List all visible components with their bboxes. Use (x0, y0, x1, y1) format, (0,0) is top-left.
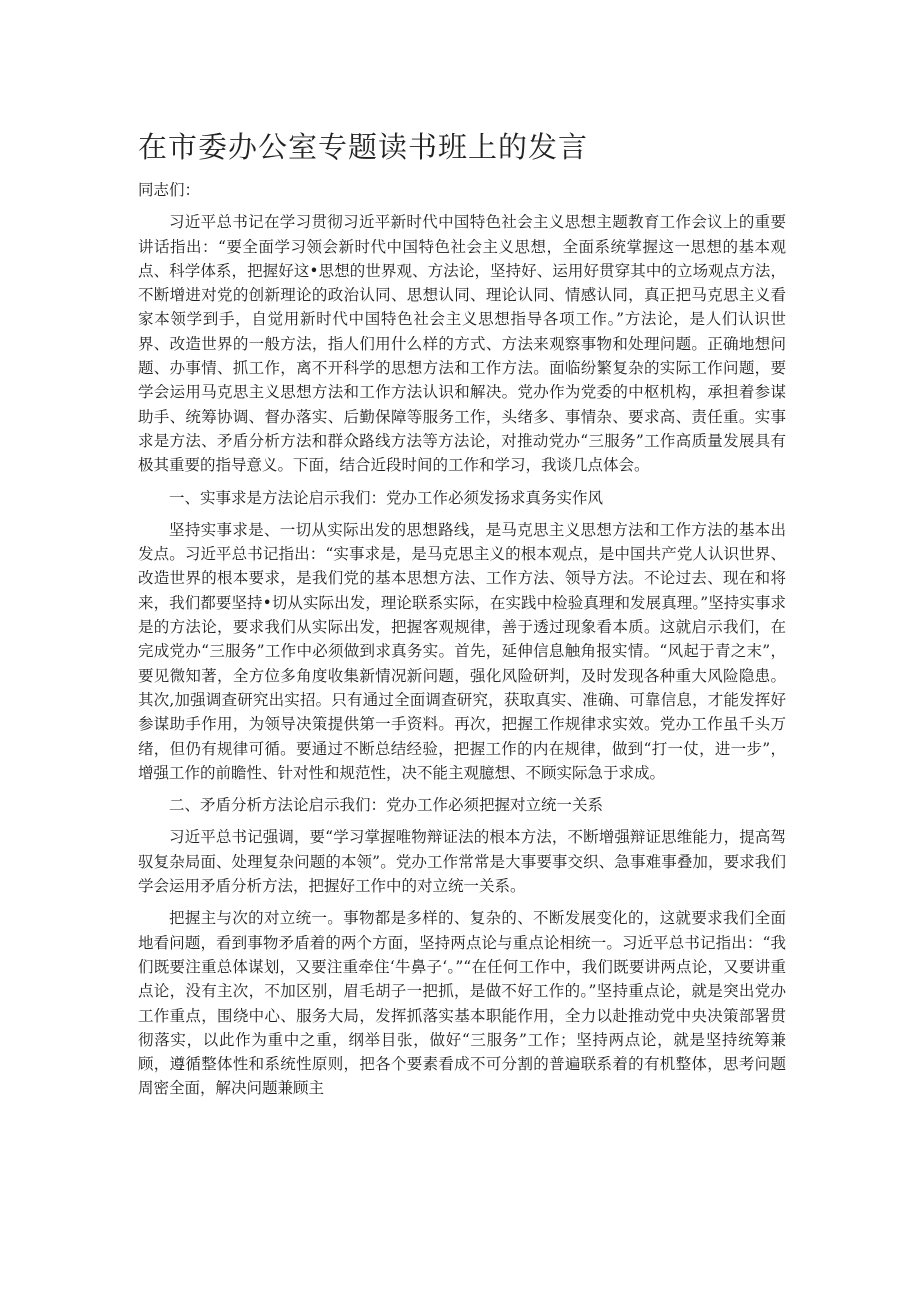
paragraph-section-2-main-secondary: 把握主与次的对立统一。事物都是多样的、复杂的、不断发展变化的，这就要求我们全面地看问题，看到事物矛盾着的两个方面，坚持两点论与重点论相统一。习近平总书记指出：“我们既要注重总体谋划，又要注重牵住‘牛鼻子‘。”“在任何工作中，我们既要讲两点论，又要讲重点论，没有主次，不加区别，眉毛胡子一把抓，是做不好工作的。”坚持重点论，就是突出党办工作重点，围绕中心、服务大局，发挥抓落实基本职能作用，全力以赴推动党中央决策部署贯彻落实，以此作为重中之重，纲举目张，做好“三服务”工作；坚持两点论，就是坚持统筹兼顾，遵循整体性和系统性原则，把各个要素看成不可分割的普遍联系着的有机整体，思考问题周密全面，解决问题兼顾主 (138, 909, 786, 1098)
section-heading-2: 二、矛盾分析方法论启示我们：党办工作必须把握对立统一关系 (169, 796, 604, 815)
paragraph-section-2-intro: 习近平总书记强调，要“学习掌握唯物辩证法的根本方法，不断增强辩证思维能力，提高驾驭复杂局面、处理复杂问题的本领”。党办工作常常是大事要事交织、急事难事叠加，要求我们学会运用矛盾分析方法，把握好工作中的对立统一关系。 (138, 828, 786, 896)
paragraph-intro: 习近平总书记在学习贯彻习近平新时代中国特色社会主义思想主题教育工作会议上的重要讲话指出：“要全面学习领会新时代中国特色社会主义思想，全面系统掌握这一思想的基本观点、科学体系，把握好这•思想的世界观、方法论，坚持好、运用好贯穿其中的立场观点方法，不断增进对党的创新理论的政治认同、思想认同、理论认同、情感认同，真正把马克思主义看家本领学到手，自觉用新时代中国特色社会主义思想指导各项工作。”方法论，是人们认识世界、改造世界的一般方法，指人们用什么样的方式、方法来观察事物和处理问题。正确地想问题、办事情、抓工作，离不开科学的思想方法和工作方法。面临纷繁复杂的实际工作问题，要学会运用马克思主义思想方法和工作方法认识和解决。党办作为党委的中枢机构，承担着参谋助手、统筹协调、督办落实、后勤保障等服务工作，头绪多、事情杂、要求高、责任重。实事求是方法、矛盾分析方法和群众路线方法等方法论，对推动党办“三服务”工作高质量发展具有极其重要的指导意义。下面，结合近段时间的工作和学习，我谈几点体会。 (138, 213, 786, 475)
document-title: 在市委办公室专题读书班上的发言 (138, 130, 589, 164)
salutation: 同志们： (138, 181, 201, 199)
section-heading-1: 一、实事求是方法论启示我们：党办工作必须发扬求真务实作风 (169, 488, 604, 507)
paragraph-section-1: 坚持实事求是、一切从实际出发的思想路线，是马克思主义思想方法和工作方法的基本出发点。习近平总书记指出：“实事求是，是马克思主义的根本观点，是中国共产党人认识世界、改造世界的根本要求，是我们党的基本思想方法、工作方法、领导方法。不论过去、现在和将来，我们都要坚持•切从实际出发，理论联系实际，在实践中检验真理和发展真理。”坚持实事求是的方法论，要求我们从实际出发，把握客观规律，善于透过现象看本质。这就启示我们，在完成党办“三服务”工作中必须做到求真务实。首先，延伸信息触角报实情。“风起于青之末”，要见微知著，全方位多角度收集新情况新问题，强化风险研判，及时发现各种重大风险隐患。其次,加强调查研究出实招。只有通过全面调查研究，获取真实、准确、可靠信息，才能发挥好参谋助手作用，为领导决策提供第一手资料。再次，把握工作规律求实效。党办工作虽千头万绪，但仍有规律可循。要通过不断总结经验，把握工作的内在规律，做到“打一仗，进一步”，增强工作的前瞻性、针对性和规范性，决不能主观臆想、不顾实际急于求成。 (138, 520, 786, 782)
document-body (138, 178, 786, 1109)
